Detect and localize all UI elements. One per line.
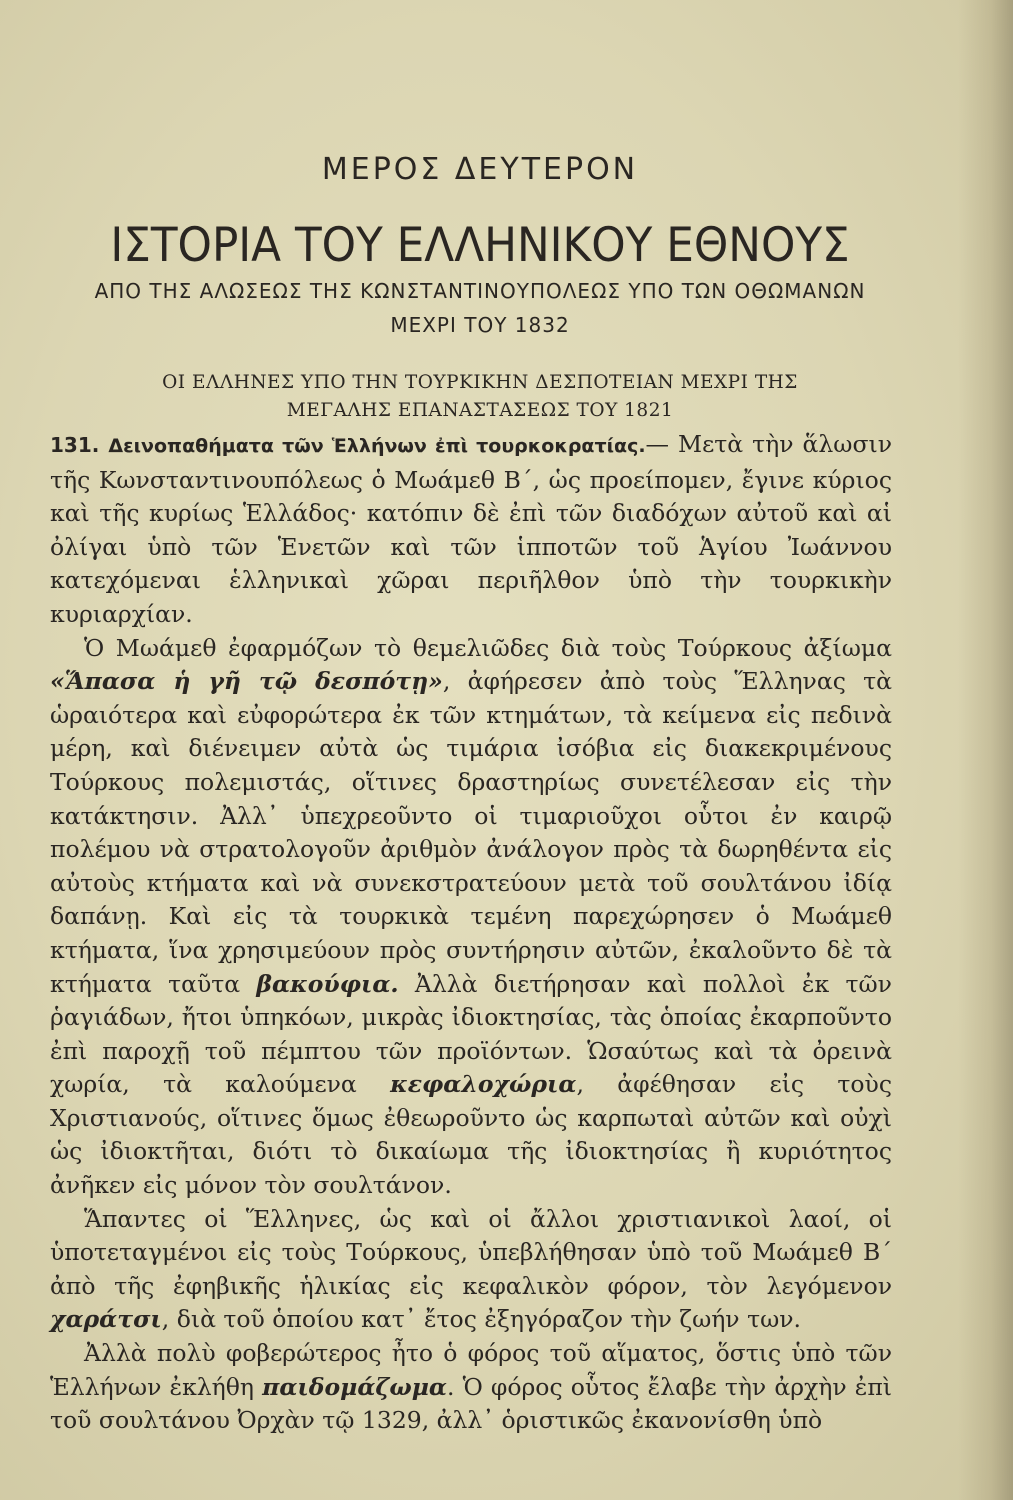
emphasis-term: κεφαλοχώρια (390, 1070, 577, 1099)
part-title: ΜΕΡΟΣ ΔΕΥΤΕΡΟΝ (321, 152, 639, 187)
paragraph-text: , ἀφήρεσεν ἀπὸ τοὺς Ἕλληνας τὰ ὡραιότερα καὶ εὐφορώτερα ἐκ τῶν κτημάτων, τὰ κείμενα εἰς πεδινὰ μέρη, καὶ διένειμεν αὐτὰ ὡς τιμάρια ἰσόβια εἰς διακεκριμένους Τούρκους πολεμιστάς, οἵτινες δραστηρίως συνετέλεσαν εἰς τὴν κατάκτησιν. Ἀλλ᾿ ὑπεχρεοῦντο οἱ τιμαριοῦχοι οὗτοι ἐν καιρῷ πολέμου νὰ στρατολογοῦν ἀριθμὸν ἀνάλογον πρὸς τὰ δωρηθέντα εἰς αὐτοὺς κτήματα καὶ νὰ συνεκστρατεύουν μετὰ τοῦ σουλτάνου ἰδίᾳ δαπάνῃ. Καὶ εἰς τὰ τουρκικὰ τεμένη παρεχώρησεν ὁ Μωάμεθ κτήματα, ἵνα χρησιμεύουν πρὸς συντήρησιν αὐτῶν, ἐκαλοῦντο δὲ τὰ κτήματα ταῦτα (50, 667, 892, 998)
paragraph-text: Ἀλλὰ πολὺ φοβερώτερος ἦτο ὁ φόρος τοῦ αἵματος, ὅστις ὑπὸ τῶν Ἑλλήνων ἐκλήθη (50, 1339, 892, 1401)
section-heading-line-1: ΟΙ ΕΛΛΗΝΕΣ ΥΠΟ ΤΗΝ ΤΟΥΡΚΙΚΗΝ ΔΕΣΠΟΤΕΙΑΝ ΜΕΧΡΙ ΤΗΣ (162, 372, 798, 393)
paragraph-text: Ὁ Μωάμεθ ἐφαρμόζων τὸ θεμελιῶδες διὰ τοὺς Τούρκους ἀξίωμα (84, 633, 892, 662)
subtitle-line-2: ΜΕΧΡΙ ΤΟΥ 1832 (390, 313, 570, 337)
emphasis-term: παιδομάζωμα (262, 1372, 447, 1401)
paragraph-heading: Δεινοπαθήματα τῶν Ἑλλήνων ἐπὶ τουρκοκρατίας. (108, 435, 646, 457)
paragraph-tax (50, 1203, 892, 1337)
paragraph-land (50, 632, 892, 1203)
paragraph-text: — Μετὰ τὴν ἅλωσιν τῆς Κωνσταντινουπόλεως ὁ Μωάμεθ Β΄, ὡς προείπομεν, ἔγινε κύριος καὶ τῆς κυρίως Ἑλλάδος· κατόπιν δὲ ἐπὶ τῶν διαδόχων αὐτοῦ καὶ αἱ ὀλίγαι ὑπὸ τῶν Ἑνετῶν καὶ τῶν ἱπποτῶν τοῦ Ἁγίου Ἰωάννου κατεχόμεναι ἑλληνικαὶ χῶραι περιῆλθον ὑπὸ τὴν τουρκικὴν κυριαρχίαν. (50, 430, 892, 628)
paragraph-number: 131. (50, 433, 100, 457)
paragraph-text: Ἀλλὰ διετήρησαν καὶ πολλοὶ ἐκ τῶν ῥαγιάδων, ἤτοι ὑπηκόων, μικρὰς ἰδιοκτησίας, τὰς ὁποίας ἐκαρποῦντο ἐπὶ παροχῇ τοῦ πέμπτου τῶν προϊόντων. Ὡσαύτως καὶ τὰ ὀρεινὰ χωρία, τὰ καλούμενα (50, 969, 892, 1099)
paragraph-text: , διὰ τοῦ ὁποίου κατ᾿ ἔτος ἐξηγόραζον τὴν ζωήν των. (161, 1305, 801, 1334)
body-text (50, 428, 892, 1438)
paragraph-text: . Ὁ φόρος οὗτος ἔλαβε τὴν ἀρχὴν ἐπὶ τοῦ σουλτάνου Ὀρχὰν τῷ 1329, ἀλλ᾿ ὁριστικῶς ἐκανονίσθη ὑπὸ (50, 1372, 892, 1435)
main-title: ΙΣΤΟΡΙΑ ΤΟΥ ΕΛΛΗΝΙΚΟΥ ΕΘΝΟΥΣ (110, 218, 850, 273)
emphasis-term: βακούφια. (256, 969, 399, 998)
page-edge-shadow (958, 0, 1013, 1500)
subtitle-line-1: ΑΠΟ ΤΗΣ ΑΛΩΣΕΩΣ ΤΗΣ ΚΩΝΣΤΑΝΤΙΝΟΥΠΟΛΕΩΣ ΥΠΟ ΤΩΝ ΟΘΩΜΑΝΩΝ (94, 279, 866, 303)
paragraph-text: Ἅπαντες οἱ Ἕλληνες, ὡς καὶ οἱ ἄλλοι χριστιανικοὶ λαοί, οἱ ὑποτεταγμένοι εἰς τοὺς Τούρκους, ὑπεβλήθησαν ὑπὸ τοῦ Μωάμεθ Β΄ ἀπὸ τῆς ἐφηβικῆς ἡλικίας εἰς κεφαλικὸν φόρον, τὸν λεγόμενον (50, 1204, 892, 1300)
paragraph-131 (50, 428, 892, 632)
emphasis-quote: «Ἅπασα ἡ γῆ τῷ δεσπότῃ» (50, 667, 443, 696)
paragraph-blood-tax (50, 1337, 892, 1438)
paragraph-text: , ἀφέθησαν εἰς τοὺς Χριστιανούς, οἵτινες ὅμως ἐθεωροῦντο ὡς καρπωταὶ αὐτῶν καὶ οὐχὶ ὡς ἰδιοκτῆται, διότι τὸ δικαίωμα τῆς ἰδιοκτησίας ἢ κυριότητος ἀνῆκεν εἰς μόνον τὸν σουλτάνον. (50, 1070, 892, 1200)
section-heading-line-2: ΜΕΓΑΛΗΣ ΕΠΑΝΑΣΤΑΣΕΩΣ ΤΟΥ 1821 (286, 400, 674, 421)
emphasis-term: χαράτσι (50, 1305, 162, 1334)
